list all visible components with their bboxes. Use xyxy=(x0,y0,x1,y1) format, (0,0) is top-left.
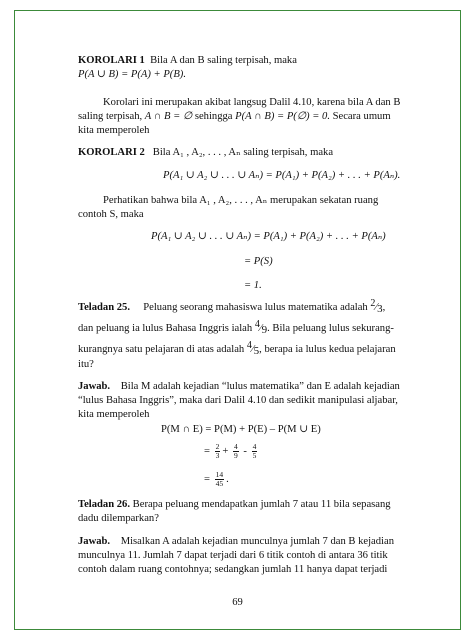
teladan26-label: Teladan 26. xyxy=(78,499,131,510)
jawab26-text1: Misalkan A adalah kejadian munculnya jumlah 7 dan B kejadian xyxy=(120,536,394,547)
teladan25-fraction2: 4⁄9 xyxy=(254,319,268,336)
jawab25-line3: kita memperoleh xyxy=(78,409,150,420)
para1-formula-a: A ∩ B = ∅ xyxy=(144,111,193,122)
frac-4-9: $\frac{4}{9}$ xyxy=(234,442,238,460)
teladan25-text1: Peluang seorang mahasiswa lulus matematika adalah xyxy=(143,302,368,313)
teladan25-text3: kurangnya satu pelajaran di atas adalah xyxy=(78,344,245,355)
jawab25-eq1: P(M ∩ E) = P(M) + P(E) – P(M ∪ E) xyxy=(161,424,321,435)
teladan26-line1 xyxy=(78,498,391,511)
korolari1-text: Bila A dan B saling terpisah, maka xyxy=(150,55,297,66)
teladan25-comma: , xyxy=(382,302,386,313)
korolari1-label: KOROLARI 1 xyxy=(78,55,145,66)
korolari2-label: KOROLARI 2 xyxy=(78,147,145,158)
teladan26-line2: dadu dilemparkan? xyxy=(78,513,159,524)
teladan26-text1: Berapa peluang mendapatkan jumlah 7 atau 11 bila sepasang xyxy=(132,499,391,510)
para2-line2: contoh S, maka xyxy=(78,209,144,220)
jawab25-eq2: = $\frac{2}{3}$ + $\frac{4}{9}$ - $\frac{4}{5}$ xyxy=(204,442,257,460)
teladan25-line3 xyxy=(78,340,396,357)
para2-line1: Perhatikan bahwa bila A₁ , A₂, . . . , Aₙ merupakan sekatan ruang xyxy=(103,195,379,206)
korolari1-formula: P(A ∪ B) = P(A) + P(B). xyxy=(78,69,186,80)
teladan25-label: Teladan 25. xyxy=(78,302,131,313)
para1-text-a: saling terpisah, xyxy=(78,111,143,122)
frac-4-5: $\frac{4}{5}$ xyxy=(252,442,257,460)
para1-line2 xyxy=(78,110,391,123)
eq2-line3: = 1. xyxy=(244,280,262,291)
jawab25-label: Jawab. xyxy=(78,381,111,392)
jawab25-line1 xyxy=(78,380,400,393)
korolari2-formula: P(A₁ ∪ A₂ ∪ . . . ∪ Aₙ) = P(A₁) + P(A₂) + . . . + P(Aₙ). xyxy=(163,170,401,181)
eq2-line2: = P(S) xyxy=(244,256,273,267)
jawab26-label: Jawab. xyxy=(78,536,111,547)
para1-text-c: Secara umum xyxy=(332,111,391,122)
jawab26-line2: munculnya 11. Jumlah 7 dapat terjadi dari 6 titik contoh di antara 36 titik xyxy=(78,550,388,561)
teladan25-line4: itu? xyxy=(78,359,94,370)
jawab26-line1 xyxy=(78,535,394,548)
frac-14-45: $\frac{14}{45}$ xyxy=(215,470,224,488)
jawab25-line2: “lulus Bahasa Inggris”, maka dari Dalil 4.10 dan sedikit manipulasi aljabar, xyxy=(78,395,398,406)
para1-line3: kita memperoleh xyxy=(78,125,150,136)
teladan25-fraction1: 2⁄3 xyxy=(370,298,383,315)
jawab25-eq3: = $\frac{14}{45}$ . xyxy=(204,470,229,488)
teladan25-line1 xyxy=(78,298,386,315)
document-page xyxy=(14,10,461,630)
para1-text-b: sehingga xyxy=(194,111,233,122)
teladan25-text3b: , berapa ia lulus kedua pelajaran xyxy=(259,344,396,355)
eq2-line1: P(A₁ ∪ A₂ ∪ . . . ∪ Aₙ) = P(A₁) + P(A₂) + . . . + P(Aₙ) xyxy=(151,231,386,242)
jawab26-line3: contoh dalam ruang contohnya; sedangkan jumlah 11 hanya dapat terjadi xyxy=(78,564,388,575)
frac-2-3: $\frac{2}{3}$ xyxy=(215,442,220,460)
korolari2-text: Bila A₁ , A₂, . . . , Aₙ saling terpisah, maka xyxy=(152,147,334,158)
jawab25-text1: Bila M adalah kejadian “lulus matematika” dan E adalah kejadian xyxy=(120,381,400,392)
teladan25-text2: dan peluang ia lulus Bahasa Inggris ialah xyxy=(78,323,253,334)
teladan25-line2 xyxy=(78,319,394,336)
para1-line1: Korolari ini merupakan akibat langsug Dalil 4.10, karena bila A dan B xyxy=(103,97,401,108)
teladan25-fraction3: 4⁄5 xyxy=(246,340,260,357)
teladan25-text2b: . Bila peluang lulus sekurang- xyxy=(267,323,394,334)
korolari1-line xyxy=(78,54,297,67)
page-number: 69 xyxy=(232,597,243,608)
para1-formula-b: P(A ∩ B) = P(∅) = 0. xyxy=(235,111,330,122)
korolari2-line xyxy=(78,146,333,159)
